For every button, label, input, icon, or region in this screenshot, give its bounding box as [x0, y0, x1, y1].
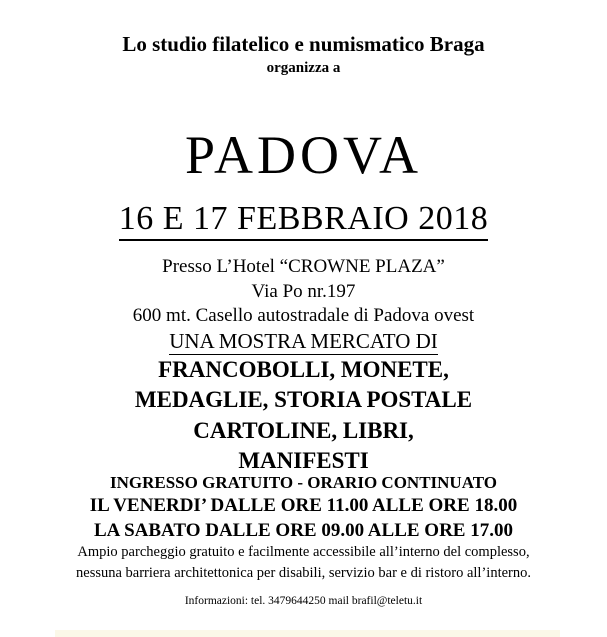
exhibition-item-line: MANIFESTI	[238, 448, 369, 473]
entry-info: INGRESSO GRATUITO - ORARIO CONTINUATO	[110, 473, 497, 492]
event-dates-text: 16 E 17 FEBBRAIO 2018	[119, 200, 488, 241]
footer-strip	[55, 630, 560, 637]
exhibition-item-line: FRANCOBOLLI, MONETE,	[158, 357, 449, 382]
venue-line: Presso L’Hotel “CROWNE PLAZA”	[162, 256, 445, 277]
exhibition-item-line: MEDAGLIE, STORIA POSTALE	[134, 387, 473, 412]
exhibition-item-line: CARTOLINE, LIBRI,	[193, 418, 414, 443]
highway-exit-line: 600 mt. Casello autostradale di Padova ovest	[132, 305, 475, 326]
event-dates	[0, 202, 607, 236]
opening-hours-saturday: LA SABATO DALLE ORE 09.00 ALLE ORE 17.00	[94, 520, 513, 541]
exhibition-heading-text: UNA MOSTRA MERCATO DI	[169, 329, 438, 353]
opening-hours-friday: IL VENERDI’ DALLE ORE 11.00 ALLE ORE 18.00	[89, 495, 518, 516]
exhibition-heading	[0, 331, 607, 352]
parking-note: Ampio parcheggio gratuito e facilmente accessibile all’interno del complesso,	[77, 544, 530, 560]
city-title: PADOVA	[184, 125, 423, 185]
organizer-subheading: organizza a	[266, 60, 341, 76]
services-note: nessuna barriera architettonica per disabili, servizio bar e di ristoro all’interno.	[76, 565, 531, 581]
contact-info: Informazioni: tel. 3479644250 mail brafil@teletu.it	[184, 595, 423, 607]
address-line: Via Po nr.197	[251, 281, 356, 302]
organizer-heading: Lo studio filatelico e numismatico Braga	[122, 32, 485, 56]
